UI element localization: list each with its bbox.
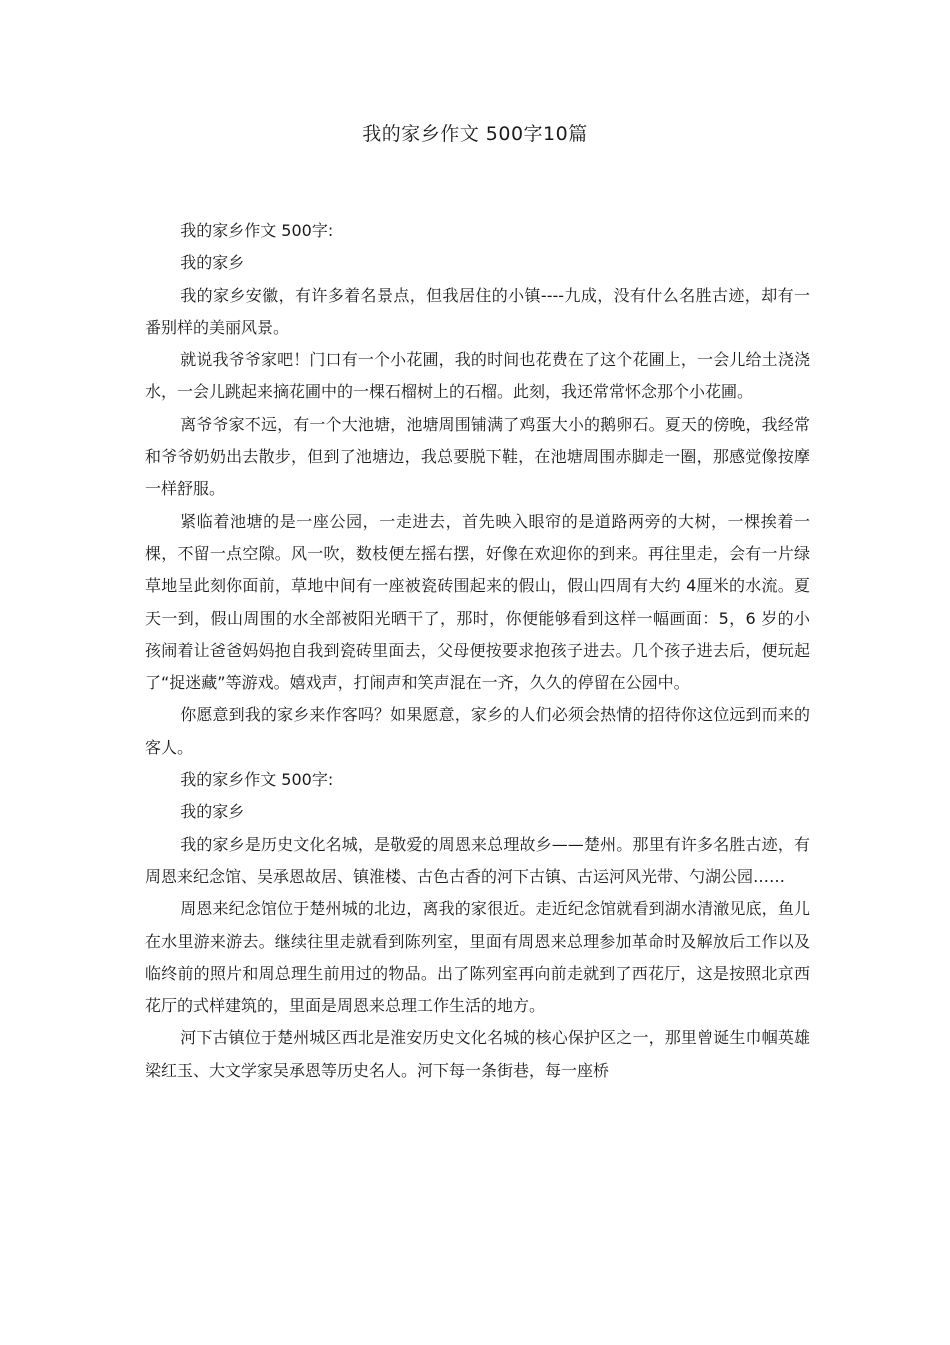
paragraph-8: 我的家乡作文 500字: — [180, 770, 334, 790]
document-body — [145, 215, 810, 1087]
paragraph-12: 河下古镇位于楚州城区西北是淮安历史文化名城的核心保护区之一，那里曾诞生巾帼英雄梁红玉、大文学家吴承恩等历史名人。河下每一条街巷，每一座桥 — [145, 1028, 810, 1080]
paragraph-4: 就说我爷爷家吧！门口有一个小花圃，我的时间也花费在了这个花圃上，一会儿给土浇浇水，一会儿跳起来摘花圃中的一棵石榴树上的石榴。此刻，我还常常怀念那个小花圃。 — [145, 350, 810, 402]
paragraph-5: 离爷爷家不远，有一个大池塘，池塘周围铺满了鸡蛋大小的鹅卵石。夏天的傍晚，我经常和爷爷奶奶出去散步，但到了池塘边，我总要脱下鞋，在池塘周围赤脚走一圈，那感觉像按摩一样舒服。 — [145, 414, 810, 499]
paragraph-9: 我的家乡 — [180, 802, 245, 822]
paragraph-1: 我的家乡作文 500字: — [180, 221, 334, 240]
paragraph-6: 紧临着池塘的是一座公园，一走进去，首先映入眼帘的是道路两旁的大树，一棵挨着一棵，不留一点空隙。风一吹，数枝便左摇右摆，好像在欢迎你的到来。再往里走，会有一片绿草地呈此刻你面前，草地中间有一座被瓷砖围起来的假山，假山四周有大约 4厘米的水流。夏天一到，假山周围的水全部被阳光晒干了，那时，你便能够看到这样一幅画面：5，6 岁的小孩闹着让爸爸妈妈抱自我到瓷砖里面去，父母便按要求抱孩子进去。几个孩子进去后，便玩起了“捉迷藏”等游戏。嬉戏声，打闹声和笑声混在一齐，久久的停留在公园中。 — [145, 511, 810, 693]
paragraph-11: 周恩来纪念馆位于楚州城的北边，离我的家很近。走近纪念馆就看到湖水清澈见底，鱼儿在水里游来游去。继续往里走就看到陈列室，里面有周恩来总理参加革命时及解放后工作以及临终前的照片和周总理生前用过的物品。出了陈列室再向前走就到了西花厅，这是按照北京西花厅的式样建筑的，里面是周恩来总理工作生活的地方。 — [145, 899, 810, 1016]
paragraph-2: 我的家乡 — [180, 253, 245, 273]
paragraph-7: 你愿意到我的家乡来作客吗？如果愿意，家乡的人们必须会热情的招待你这位远到而来的客人。 — [145, 705, 810, 757]
paragraph-3: 我的家乡安徽，有许多着名景点，但我居住的小镇----九成，没有什么名胜古迹，却有一番别样的美丽风景。 — [145, 285, 810, 337]
paragraph-10: 我的家乡是历史文化名城，是敬爱的周恩来总理故乡——楚州。那里有许多名胜古迹，有周恩来纪念馆、吴承恩故居、镇淮楼、古色古香的河下古镇、古运河风光带、勺湖公园…… — [145, 834, 810, 886]
document-title: 我的家乡作文 500字10篇 — [362, 123, 588, 145]
